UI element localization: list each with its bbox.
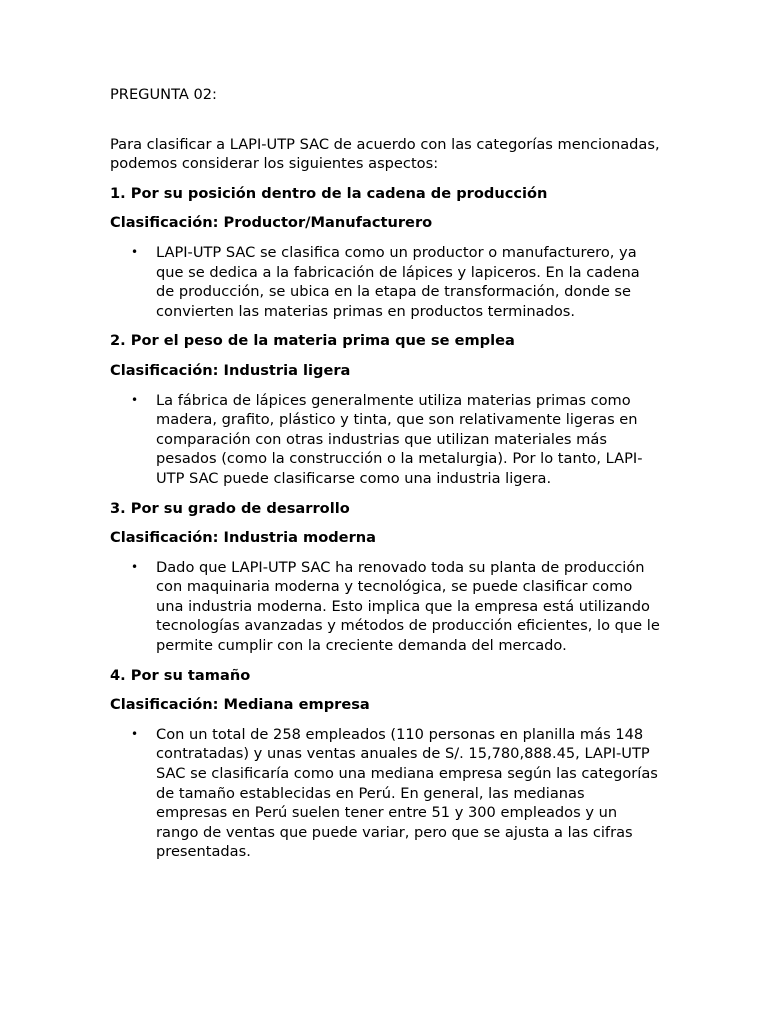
document-page xyxy=(110,85,660,872)
section-4 xyxy=(110,666,660,862)
question-title: PREGUNTA 02: xyxy=(110,86,217,103)
bullet-text: Con un total de 258 empleados (110 personas en planilla más 148 contratadas) y unas ventas anuales de S/. 15,780,888.45, LAPI-UTP SAC se clasificaría como una mediana empresa según las categorías de tamaño establecidas en Perú. En general, las medianas empresas en Perú suelen tener entre 51 y 300 empleados y un rango de ventas que puede variar, pero que se ajusta a las cifras presentadas. xyxy=(156,725,658,861)
bullet-icon: • xyxy=(131,392,139,407)
bullet-text: Dado que LAPI-UTP SAC ha renovado toda su planta de producción con maquinaria moderna y tecnológica, se puede clasificar como una industria moderna. Esto implica que la empresa está utilizando tecnologías avanzadas y métodos de producción eficientes, lo que le permite cumplir con la creciente demanda del mercado. xyxy=(156,558,660,655)
section-classification: Clasificación: Industria moderna xyxy=(110,529,377,547)
bullet-icon: • xyxy=(131,726,139,741)
list-item xyxy=(110,725,660,862)
section-3 xyxy=(110,499,660,656)
section-heading: 2. Por el peso de la materia prima que se emplea xyxy=(110,332,515,350)
intro-paragraph: Para clasificar a LAPI-UTP SAC de acuerdo con las categorías mencionadas, podemos considerar los siguientes aspectos: xyxy=(110,135,660,173)
section-classification: Clasificación: Mediana empresa xyxy=(110,696,370,714)
bullet-text: La fábrica de lápices generalmente utiliza materias primas como madera, grafito, plástico y tinta, que son relativamente ligeras en comparación con otras industrias que utilizan materiales más pesados (como la construcción o la metalurgia). Por lo tanto, LAPI-UTP SAC puede clasificarse como una industria ligera. xyxy=(156,391,643,487)
bullet-list xyxy=(110,558,660,656)
section-1 xyxy=(110,184,660,322)
bullet-list xyxy=(110,725,660,862)
section-2 xyxy=(110,331,660,488)
bullet-list xyxy=(110,243,660,321)
section-classification: Clasificación: Industria ligera xyxy=(110,361,351,379)
bullet-icon: • xyxy=(131,559,139,574)
list-item xyxy=(110,558,660,656)
bullet-list xyxy=(110,391,660,489)
section-classification: Clasificación: Productor/Manufacturero xyxy=(110,214,433,232)
bullet-icon: • xyxy=(131,244,139,259)
bullet-text: LAPI-UTP SAC se clasifica como un productor o manufacturero, ya que se dedica a la fabricación de lápices y lapiceros. En la cadena de producción, se ubica en la etapa de transformación, donde se convierten las materias primas en productos terminados. xyxy=(156,243,640,320)
section-heading: 4. Por su tamaño xyxy=(110,666,251,684)
section-heading: 1. Por su posición dentro de la cadena de producción xyxy=(110,184,548,202)
section-heading: 3. Por su grado de desarrollo xyxy=(110,499,350,517)
list-item xyxy=(110,391,660,489)
list-item xyxy=(110,243,660,321)
